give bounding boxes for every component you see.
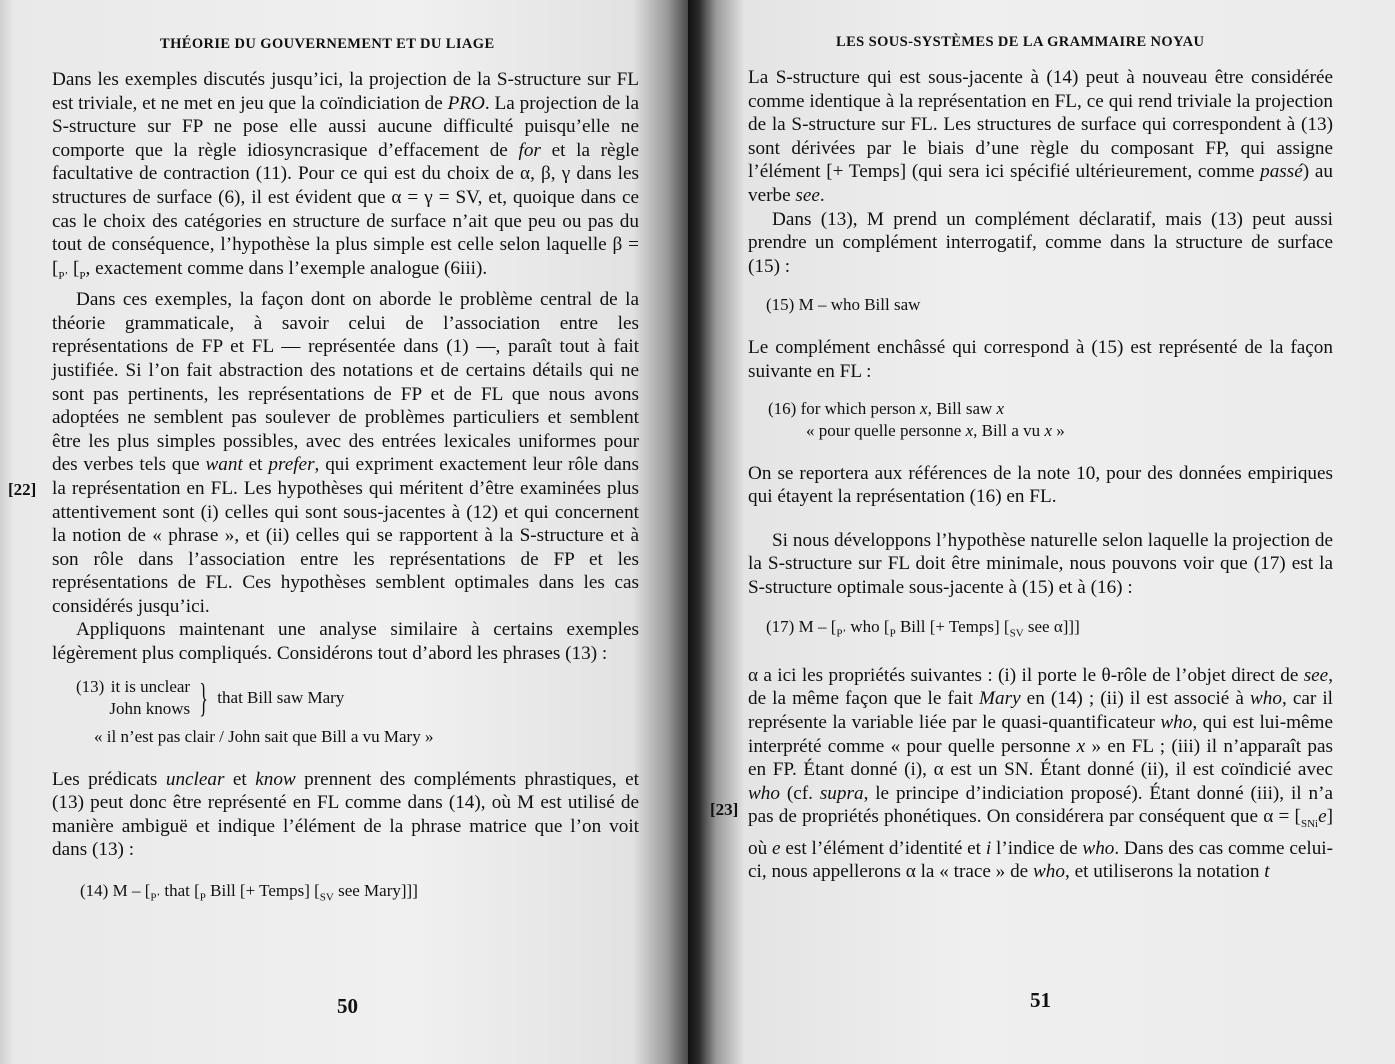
left-page	[0, 0, 688, 1064]
left-running-head: THÉORIE DU GOUVERNEMENT ET DU LIAGE	[160, 36, 495, 52]
example-17: (17) M – [$_{P’}$ who [$_P$ Bill [+ Temps] [$_{SV}$ see α]]]	[766, 616, 1080, 639]
example-gloss: « il n’est pas clair / John sait que Bill a vu Mary »	[94, 726, 434, 746]
right-paragraph-2: Dans (13), M prend un complément déclaratif, mais (13) peut aussi prendre un complément interrogatif, comme dans la structure de surface (15) :	[748, 208, 1333, 277]
left-text-column	[52, 68, 639, 908]
brace-glyph: }	[199, 674, 209, 720]
left-paragraph-1: Dans les exemples discutés jusqu’ici, la projection de la S-structure sur FL est triviale, et ne met en jeu que la coïndiciation de PRO. La projection de la S-structure sur FP ne pose elle aussi aucune difficulté puisqu’elle ne comporte que la règle idiosyncrasique d’effacement de for et la règle facultative de contraction (11). Pour ce qui est du choix de α, β, γ dans les structures de surface (6), il est évident que α = γ = SV, et, quoique dans ce cas le choix des catégories en structure de surface n’ait que peu ou pas du tout de conséquence, l’hypothèse la plus simple est celle selon laquelle $\beta = [_{P’}$ [$_P$, exactement comme dans l’exemple analogue (6iii).	[52, 69, 639, 282]
right-paragraph-5: Si nous développons l’hypothèse naturelle selon laquelle la projection de la S-structure sur FL doit être minimale, nous pouvons voir que (17) est la S-structure optimale sous-jacente à (15) et à (16) :	[748, 529, 1333, 598]
example-line: John knows	[109, 698, 191, 718]
example-16: (16) for which person x, Bill saw x « pour quelle personne x, Bill a vu x »	[768, 398, 1065, 440]
example-13	[76, 676, 639, 748]
right-paragraph-1: La S-structure qui est sous-jacente à (14) peut à nouveau être considérée comme identique à la représentation en FL, ce qui rend triviale la projection de la S-structure sur FL. Les structures de surface qui correspondent à (13) sont dérivées par le biais d’une règle du composant FP, qui assigne l’élément [+ Temps] (qui sera ici spécifié ultérieurement, comme passé) au verbe see.	[748, 67, 1333, 206]
right-margin-note: [23]	[710, 800, 739, 819]
example-line: that Bill saw Mary	[217, 687, 345, 707]
right-running-head: LES SOUS-SYSTÈMES DE LA GRAMMAIRE NOYAU	[836, 34, 1205, 50]
example-14: (14) M – [$_{P’}$ that [$_P$ Bill [+ Temps] [$_{SV}$ see Mary]]]	[80, 881, 418, 904]
right-text-column	[748, 66, 1333, 884]
left-paragraph-4: Les prédicats unclear et know prennent des compléments phrastiques, et (13) peut donc être représenté en FL comme dans (14), où M est utilisé de manière ambiguë et indique l’élément de la phrase matrice que l’on voit dans (13) :	[52, 768, 639, 861]
right-paragraph-4: On se reportera aux références de la note 10, pour des données empiriques qui étayent la représentation (16) en FL.	[748, 462, 1333, 508]
example-line: it is unclear	[110, 676, 191, 696]
left-paragraph-2: Dans ces exemples, la façon dont on aborde le problème central de la théorie grammaticale, à savoir celui de l’association entre les représentations de FP et FL — représentée dans (1) —, paraît tout à fait justifiée. Si l’on fait abstraction des notations et de certains détails qui ne sont pas pertinents, les représentations de FP et de FL que nous avons adoptées ne semblent pas soulever de problèmes particuliers et semblent être les plus simples possibles, avec des entrées lexicales uniformes pour des verbes tels que want et prefer, qui expriment exactement leur rôle dans la représentation en FL. Les hypothèses qui méritent d’être examinées plus attentivement sont (i) celles qui sont sous-jacentes à (12) et qui concernent la notion de « phrase », et (ii) celles qui se rapportent à la S-structure et à son rôle dans l’association entre les représentations de FP et les représentations de FL. Ces hypothèses semblent optimales dans les cas considérés jusqu’ici.	[52, 289, 639, 617]
right-page-number: 51	[1030, 988, 1051, 1012]
example-15: (15) M – who Bill saw	[766, 295, 921, 315]
example-number: (13)	[76, 676, 105, 696]
left-paragraph-3: Appliquons maintenant une analyse similaire à certains exemples légèrement plus compliqués. Considérons tout d’abord les phrases (13) :	[52, 619, 639, 665]
left-page-number: 50	[337, 994, 358, 1018]
left-margin-note: [22]	[8, 480, 37, 499]
right-paragraph-3: Le complément enchâssé qui correspond à (15) est représenté de la façon suivante en FL :	[748, 337, 1333, 382]
right-page	[688, 0, 1395, 1064]
right-paragraph-6: α a ici les propriétés suivantes : (i) il porte le θ-rôle de l’objet direct de see, de la même façon que le fait Mary en (14) ; (ii) il est associé à who, car il représente la variable liée par le quasi-quantificateur who, qui est lui-même interprété comme « pour quelle personne x » en FL ; (iii) il n’apparaît pas en FP. Étant donné (i), α est un SN. Étant donné (ii), il est coïndicié avec who (cf. supra, le principe d’indiciation proposé). Étant donné (iii), il n’a pas de propriétés phonétiques. On considérera par conséquent que $\alpha = [_{SNi}e]$ où e est l’élément d’identité et i l’indice de who. Dans des cas comme celui-ci, nous appellerons α la « trace » de who, et utiliserons la notation t	[748, 664, 1334, 883]
